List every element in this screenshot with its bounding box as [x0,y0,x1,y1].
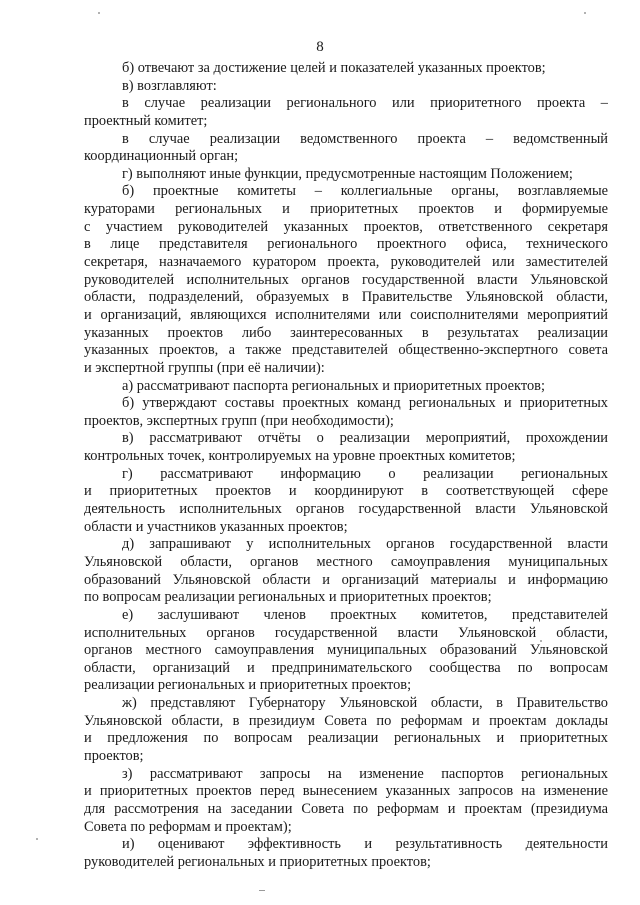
text-line: г) рассматривают информацию о реализации региональных [122,465,608,482]
text-line: проектный комитет; [84,112,208,129]
text-line: и приоритетных проектов и координируют в соответствующей сфере [84,483,608,500]
text-line: образований Ульяновской области и организаций материалы и информацию [84,571,608,588]
text-line: и приоритетных проектов перед вынесением указанных запросов на изменение [84,783,608,800]
text-line: для рассмотрения на заседании Совета по реформам и проектам (президиума [84,800,608,817]
page-number: 8 [316,39,324,55]
text-line: контрольных точек, контролируемых на уровне проектных комитетов; [84,448,516,465]
text-line: руководителей исполнительных органов государственной власти Ульяновской [84,271,608,288]
text-line: координационный орган; [84,148,239,165]
text-line: и организаций, являющихся исполнителями или соисполнителями мероприятий [84,306,608,323]
text-line: и) оценивают эффективность и результативность деятельности [122,836,608,853]
text-line: деятельность исполнительных органов государственной власти Ульяновской [84,501,608,518]
text-line: проектов; [84,747,144,764]
body-text [84,60,608,871]
text-line: реализации региональных и приоритетных проектов; [84,677,412,694]
text-line: исполнительных органов государственной власти Ульяновской области, [84,624,608,641]
text-line: Ульяновской области, в президиум Совета по реформам и проектам доклады [84,712,608,729]
scan-speck [36,838,38,840]
text-line: в случае реализации регионального или приоритетного проекта – [122,95,608,112]
text-line: и предложения по вопросам реализации региональных и приоритетных [84,730,608,747]
text-line: з) рассматривают запросы на изменение паспортов региональных [122,765,608,782]
text-line: Совета по реформам и проектам); [84,818,292,835]
text-line: в) возглавляют: [122,77,217,94]
text-line: а) рассматривают паспорта региональных и приоритетных проектов; [122,377,545,394]
text-line: в) рассматривают отчёты о реализации мероприятий, прохождении [122,430,608,447]
text-line: б) проектные комитеты – коллегиальные органы, возглавляемые [122,183,608,200]
text-line: проектов, экспертных групп (при необходимости); [84,412,394,429]
text-line: области и участников указанных проектов; [84,518,348,535]
scan-speck [584,12,586,14]
text-line: в лице представителя регионального проектного офиса, технического [84,236,608,253]
text-line: с участием руководителей указанных проектов, ответственного секретаря [84,218,608,235]
text-line: секретаря, назначаемого куратором проекта, руководителей или заместителей [84,254,608,271]
text-line: в случае реализации ведомственного проекта – ведомственный [122,130,608,147]
text-line: г) выполняют иные функции, предусмотренные настоящим Положением; [122,165,573,182]
text-line: д) запрашивают у исполнительных органов государственной власти [122,536,608,553]
scan-speck [259,890,265,891]
text-line: е) заслушивают членов проектных комитетов, представителей [122,606,608,623]
text-line: органов местного самоуправления муниципальных образований Ульяновской [84,642,608,659]
scan-speck [540,640,542,642]
scan-speck [98,12,100,14]
text-line: Ульяновской области, органов местного самоуправления муниципальных [84,553,608,570]
text-line: по вопросам реализации региональных и приоритетных проектов; [84,589,492,606]
text-line: б) утверждают составы проектных команд региональных и приоритетных [122,395,608,412]
text-line: области, подразделений, образуемых в Правительстве Ульяновской области, [84,289,608,306]
text-line: области, организаций и предпринимательского сообщества по вопросам [84,659,608,676]
text-line: ж) представляют Губернатору Ульяновской области, в Правительство [122,695,608,712]
text-line: б) отвечают за достижение целей и показателей указанных проектов; [122,60,546,76]
text-line: и экспертной группы (при её наличии): [84,359,325,376]
text-line: указанных проектов либо заинтересованных в результатах реализации [84,324,608,341]
text-line: кураторами региональных и приоритетных проектов и формируемые [84,201,608,218]
text-line: руководителей региональных и приоритетных проектов; [84,853,431,870]
text-line: указанных проектов, а также представителей общественно-экспертного совета [84,342,608,359]
